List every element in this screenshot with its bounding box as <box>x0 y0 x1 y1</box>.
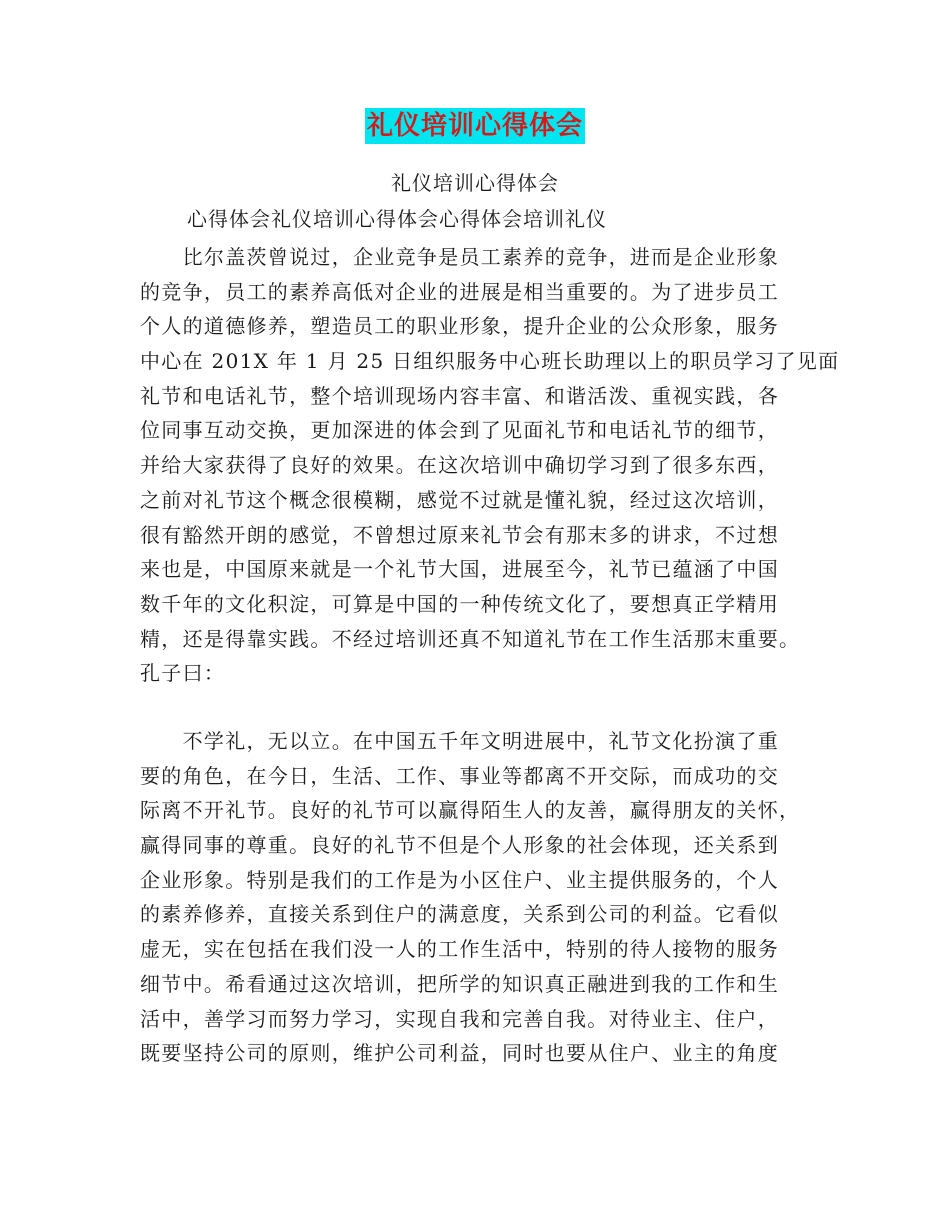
paragraph-line: 孔子曰： <box>140 661 226 686</box>
paragraph-1 <box>140 240 840 691</box>
paragraph-line: 不学礼，无以立。在中国五千年文明进展中，礼节文化扮演了重 <box>140 729 779 753</box>
paragraph-line: 之前对礼节这个概念很模糊，感觉不过就是懂礼貌，经过这次培训， <box>140 487 779 512</box>
document-title-text: 礼仪培训心得体会 <box>365 108 585 144</box>
paragraph-line: 位同事互动交换，更加深进的体会到了见面礼节和电话礼节的细节， <box>140 418 779 443</box>
document-title <box>0 108 950 144</box>
paragraph-2 <box>140 724 820 1071</box>
paragraph-line: 来也是，中国原来就是一个礼节大国，进展至今，礼节已蕴涵了中国 <box>140 557 779 582</box>
paragraph-line: 数千年的文化积淀，可算是中国的一种传统文化了，要想真正学精用 <box>140 591 779 616</box>
paragraph-line: 企业形象。特别是我们的工作是为小区住户、业主提供服务的，个人 <box>140 867 779 892</box>
paragraph-line: 活中，善学习而努力学习，实现自我和完善自我。对待业主、住户， <box>140 1006 779 1031</box>
paragraph-line: 要的角色，在今日，生活、工作、事业等都离不开交际，而成功的交 <box>140 763 779 788</box>
paragraph-line: 赢得同事的尊重。良好的礼节不但是个人形象的社会体现，还关系到 <box>140 833 779 858</box>
paragraph-line: 际离不开礼节。良好的礼节可以赢得陌生人的友善，赢得朋友的关怀， <box>140 798 801 823</box>
paragraph-line: 的竞争，员工的素养高低对企业的进展是相当重要的。为了进步员工 <box>140 279 779 304</box>
paragraph-line: 个人的道德修养，塑造员工的职业形象，提升企业的公众形象，服务 <box>140 314 779 339</box>
paragraph-line: 既要坚持公司的原则，维护公司利益，同时也要从住户、业主的角度 <box>140 1041 779 1066</box>
paragraph-line: 并给大家获得了良好的效果。在这次培训中确切学习到了很多东西， <box>140 453 779 478</box>
paragraph-line: 很有豁然开朗的感觉，不曾想过原来礼节会有那末多的讲求，不过想 <box>140 522 779 547</box>
document-subtitle: 礼仪培训心得体会 <box>391 171 559 195</box>
paragraph-line: 精，还是得靠实践。不经过培训还真不知道礼节在工作生活那末重要。 <box>140 626 801 651</box>
paragraph-line: 比尔盖茨曾说过，企业竞争是员工素养的竞争，进而是企业形象 <box>140 245 779 269</box>
paragraph-line: 细节中。希看通过这次培训，把所学的知识真正融进到我的工作和生 <box>140 971 779 996</box>
document-keywords: 心得体会礼仪培训心得体会心得体会培训礼仪 <box>187 207 607 231</box>
paragraph-line: 礼节和电话礼节，整个培训现场内容丰富、和谐活泼、重视实践，各 <box>140 383 779 408</box>
paragraph-line: 虚无，实在包括在我们没一人的工作生活中，特别的待人接物的服务 <box>140 937 779 962</box>
paragraph-line: 中心在 201X 年 1 月 25 日组织服务中心班长助理以上的职员学习了见面 <box>140 349 840 374</box>
paragraph-line: 的素养修养，直接关系到住户的满意度，关系到公司的利益。它看似 <box>140 902 779 927</box>
